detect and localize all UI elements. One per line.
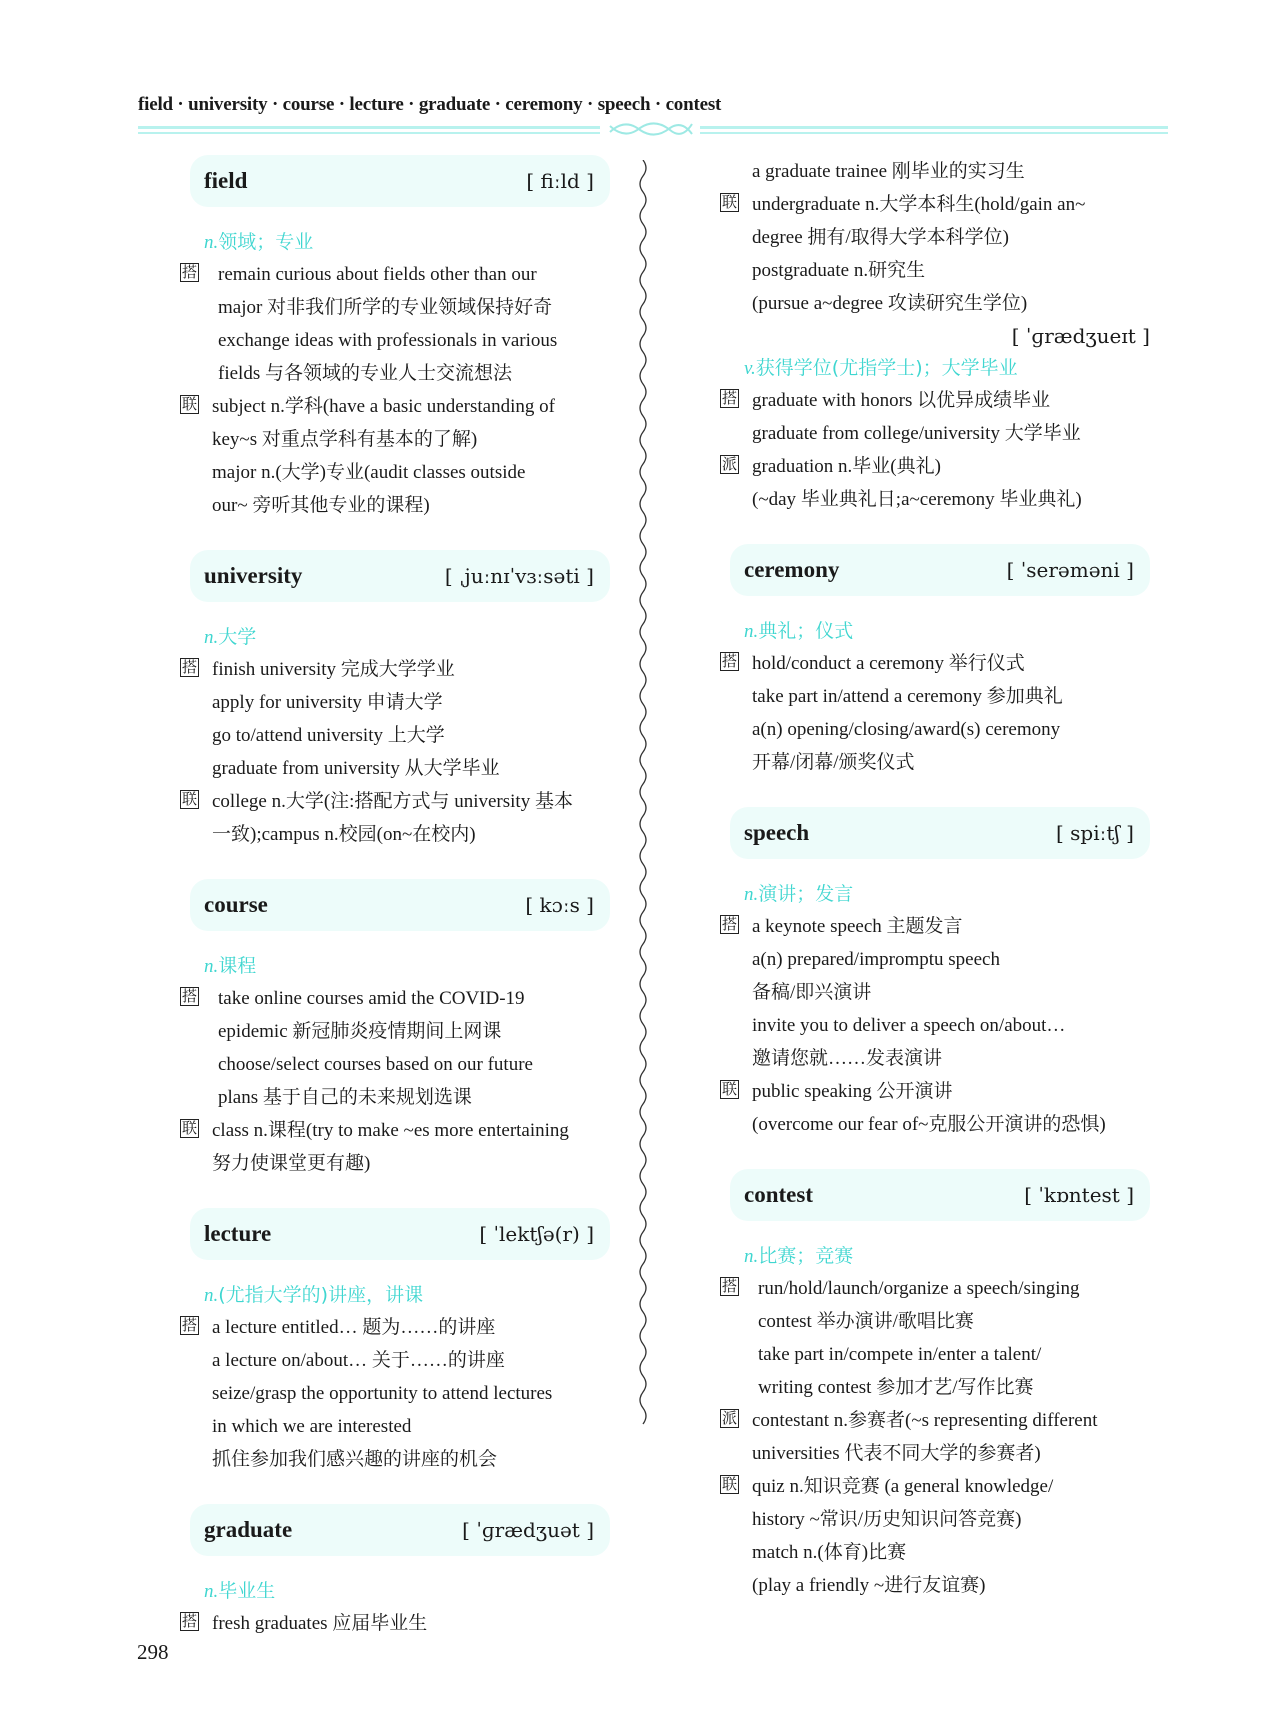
collocation-tag-icon: 搭	[182, 263, 198, 281]
headword: university	[204, 563, 303, 588]
definition: n.(尤指大学的)讲座，讲课	[204, 1284, 424, 1306]
collocations: 搭 a lecture entitled… 题为……的讲座 a lecture on/about… 关于……的讲座 seize/grasp the opportunity to attend lectures in which we are interested 抓住参加我们感兴趣的讲座的机会	[182, 1316, 553, 1470]
related-tag-icon: 联	[182, 790, 198, 808]
collocations: 搭 remain curious about fields other than our major 对非我们所学的专业领域保持好奇 exchange ideas with professionals in various fields 与各领域的专业人士交流想法	[182, 263, 558, 384]
headword: ceremony	[744, 557, 840, 582]
phonetic: [ ˈɡrædʒuət ]	[462, 1518, 594, 1542]
related-tag-icon: 联	[722, 1080, 738, 1098]
derived-tag-icon: 派	[722, 455, 738, 473]
right-column	[718, 155, 1150, 1630]
entry-lecture	[178, 1208, 610, 1476]
related-words: 联 college n.大学(注:搭配方式与 university 基本 一致);campus n.校园(on~在校内)	[182, 790, 573, 845]
entry-course	[178, 879, 610, 1180]
collocations: 搭 fresh graduates 应届毕业生	[182, 1612, 428, 1634]
entry-graduate-continued	[718, 155, 1150, 516]
definition: n.课程	[204, 955, 257, 977]
definition: n.演讲；发言	[744, 883, 854, 905]
derived-words: 派 graduation n.毕业(典礼) (~day 毕业典礼日;a~ceremony 毕业典礼)	[722, 455, 1082, 510]
collocations-continued: a graduate trainee 刚毕业的实习生	[752, 161, 1025, 182]
collocations: 搭 run/hold/launch/organize a speech/singing contest 举办演讲/歌唱比赛 take part in/compete in/enter a talent/ writing contest 参加才艺/写作比赛	[722, 1277, 1080, 1398]
phonetic: [ ˌjuːnɪˈvɜːsəti ]	[444, 564, 594, 588]
collocation-tag-icon: 搭	[722, 1277, 738, 1295]
entry-university	[178, 550, 610, 851]
column-divider	[636, 160, 650, 1620]
headword: lecture	[204, 1221, 272, 1246]
related-tag-icon: 联	[722, 1475, 738, 1493]
phonetic-verb: [ ˈɡrædʒueɪt ]	[1011, 324, 1150, 348]
entry-contest	[718, 1169, 1150, 1602]
collocation-tag-icon: 搭	[182, 1612, 198, 1630]
headword-box	[730, 1169, 1150, 1221]
headword: speech	[744, 820, 810, 845]
phonetic: [ spiːtʃ ]	[1056, 821, 1134, 845]
collocation-tag-icon: 搭	[722, 652, 738, 670]
related-words: 联 subject n.学科(have a basic understanding of key~s 对重点学科有基本的了解) major n.(大学)专业(audit classes outside our~ 旁听其他专业的课程)	[182, 395, 555, 516]
headword-box	[190, 1208, 610, 1260]
headword: course	[204, 892, 268, 917]
collocation-tag-icon: 搭	[182, 1316, 198, 1334]
related-tag-icon: 联	[722, 193, 738, 211]
definition: n.比赛；竞赛	[744, 1245, 854, 1267]
definition: n.毕业生	[204, 1580, 276, 1602]
headword-box	[730, 544, 1150, 596]
derived-words: 派 contestant n.参赛者(~s representing different universities 代表不同大学的参赛者)	[722, 1409, 1098, 1464]
entry-speech	[718, 807, 1150, 1141]
headword-box	[190, 879, 610, 931]
phonetic: [ ˈlektʃə(r) ]	[479, 1222, 594, 1246]
collocation-tag-icon: 搭	[182, 658, 198, 676]
collocations: 搭 take online courses amid the COVID-19 epidemic 新冠肺炎疫情期间上网课 choose/select courses based on our future plans 基于自己的未来规划选课	[182, 987, 533, 1108]
headword: graduate	[204, 1517, 293, 1542]
headword-box	[190, 1504, 610, 1556]
related-words: 联 public speaking 公开演讲 (overcome our fear of~克服公开演讲的恐惧)	[722, 1080, 1106, 1135]
entry-field	[178, 155, 610, 522]
headword-box	[190, 155, 610, 207]
definition-verb: v.获得学位(尤指学士)；大学毕业	[744, 357, 1018, 379]
phonetic: [ kɔːs ]	[525, 893, 594, 917]
collocation-tag-icon: 搭	[722, 389, 738, 407]
collocation-tag-icon: 搭	[722, 915, 738, 933]
related-tag-icon: 联	[182, 395, 198, 413]
collocation-tag-icon: 搭	[182, 987, 198, 1005]
entry-graduate	[178, 1504, 610, 1640]
collocations: 搭 a keynote speech 主题发言 a(n) prepared/impromptu speech 备稿/即兴演讲 invite you to deliver a speech on/about… 邀请您就……发表演讲	[722, 915, 1066, 1069]
related-words: 联 undergraduate n.大学本科生(hold/gain an~ degree 拥有/取得大学本科学位) postgraduate n.研究生 (pursue a~degree 攻读研究生学位)	[722, 193, 1086, 314]
running-head: field · university · course · lecture · graduate · ceremony · speech · contest	[138, 94, 722, 115]
headword-box	[190, 550, 610, 602]
related-words: 联 class n.课程(try to make ~es more entertaining 努力使课堂更有趣)	[182, 1119, 569, 1174]
related-words: 联 quiz n.知识竞赛 (a general knowledge/ history ~常识/历史知识问答竞赛) match n.(体育)比赛 (play a friendly ~进行友谊赛)	[722, 1475, 1054, 1596]
collocations: 搭 graduate with honors 以优异成绩毕业 graduate from college/university 大学毕业	[722, 389, 1081, 444]
definition: n.大学	[204, 626, 257, 648]
page-number: 298	[137, 1640, 169, 1664]
phonetic: [ ˈkɒntest ]	[1024, 1183, 1134, 1207]
collocations: 搭 hold/conduct a ceremony 举行仪式 take part in/attend a ceremony 参加典礼 a(n) opening/closing/award(s) ceremony 开幕/闭幕/颁奖仪式	[722, 652, 1063, 773]
collocations: 搭 finish university 完成大学学业 apply for university 申请大学 go to/attend university 上大学 graduate from university 从大学毕业	[182, 658, 500, 779]
derived-tag-icon: 派	[722, 1409, 738, 1427]
definition: n.领域；专业	[204, 231, 314, 253]
related-tag-icon: 联	[182, 1119, 198, 1137]
headword-box	[730, 807, 1150, 859]
phonetic: [ ˈserəməni ]	[1006, 558, 1134, 582]
left-column	[178, 155, 610, 1668]
phonetic: [ fiːld ]	[526, 169, 594, 193]
definition: n.典礼；仪式	[744, 620, 854, 642]
wave-ornament-icon	[600, 118, 700, 142]
headword: field	[204, 168, 248, 193]
entry-ceremony	[718, 544, 1150, 779]
headword: contest	[744, 1182, 813, 1207]
